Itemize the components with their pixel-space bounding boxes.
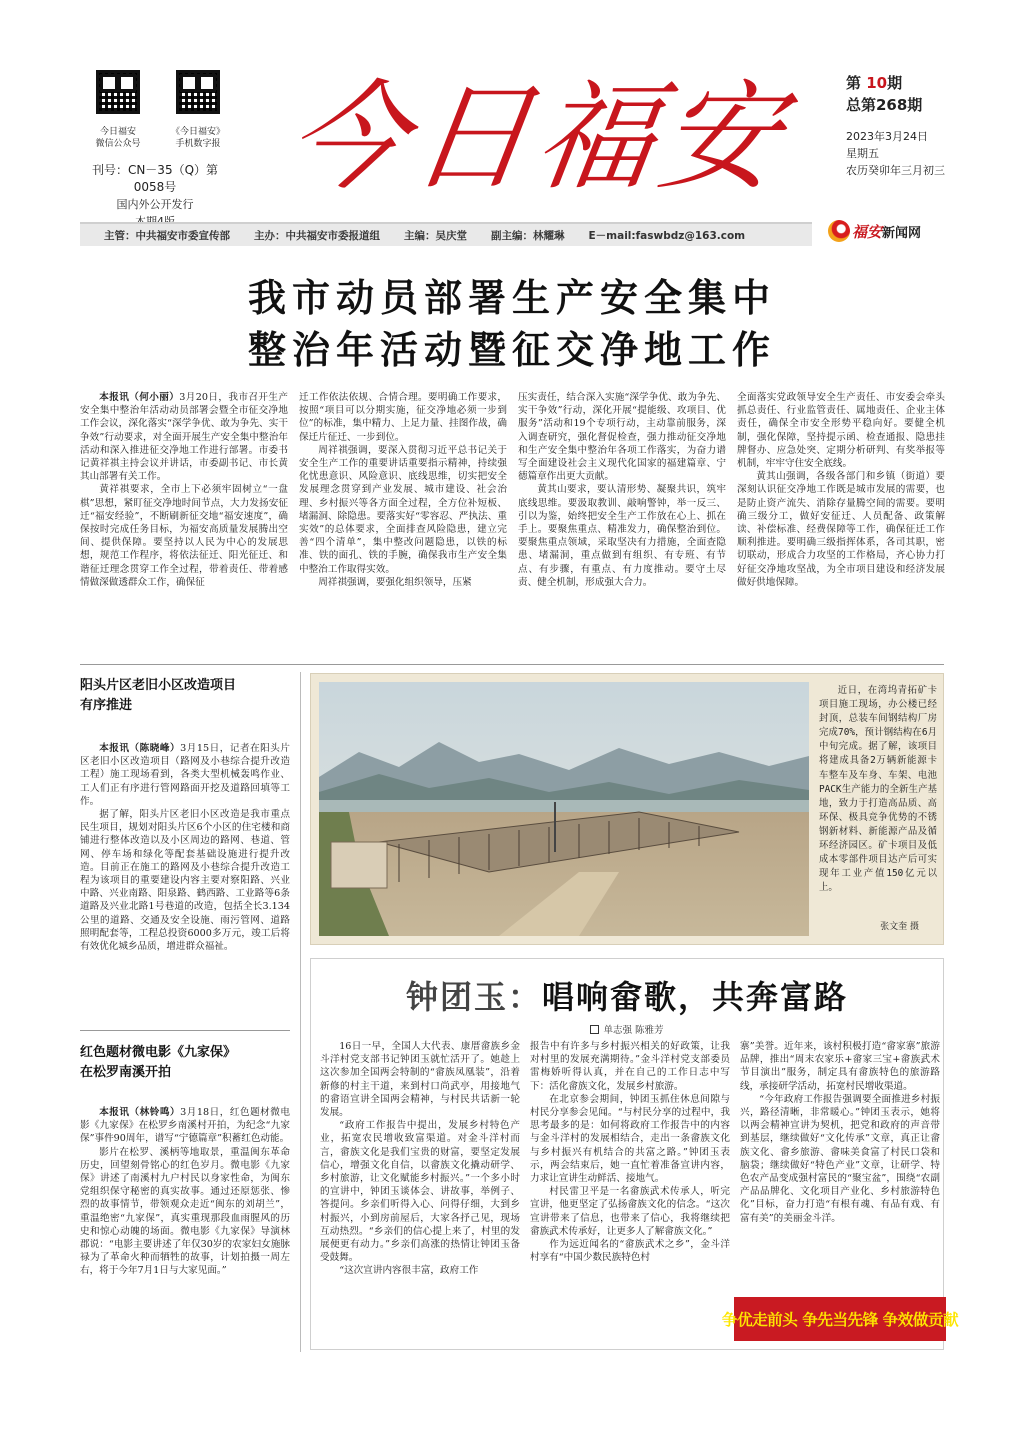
issue-info	[846, 72, 976, 179]
slogan-banner: 争优走前头 争先当先锋 争效做贡献	[734, 1297, 946, 1341]
side1-para-1: 3月15日，记者在阳头片区老旧小区改造项目（路网及小巷综合提升改造工程）施工现场看到，各类大型机械轰鸣作业、工人们正有序进行管网路面开挖及道路回填等工作。	[80, 743, 290, 807]
lead-para-8: 全面落实党政领导安全生产责任、市安委会牵头抓总责任、行业监管责任、属地责任、企业主体责任，确保全市安全形势平稳向好。要健全机制，强化保障，坚持提示函、检查通报、隐患挂牌督办、应急处突、定期分析研判、有奖举报等机制，牢牢守住安全底线。	[737, 392, 945, 470]
qr2-label-line2: 手机数字报	[175, 139, 221, 149]
lead-column-2	[299, 391, 507, 661]
feature-column-1	[320, 1040, 520, 1340]
wechat-qr-code[interactable]	[96, 70, 140, 114]
qr1-label-line2: 微信公众号	[95, 139, 141, 149]
office-building	[331, 842, 387, 888]
photo-caption-text: 近日，在湾坞青拓矿卡项目施工现场，办公楼已经封顶，总装车间钢结构厂房完成70%，预计钢结构在6月中旬完成。据了解，该项目将建成具备2万辆新能源卡车整车及车身、车架、电池PACK生产能力的全新生产基地，致力于打造高品质、高环保、极具竞争优势的不锈钢新材料、新能源产品及循环经济园区。矿卡项目及低成本零部件项目达产后可实现年工业产值150亿元以上。	[819, 685, 937, 894]
news-site-brand: 福安	[852, 222, 883, 241]
lead-para-2: 黄祥祺要求，全市上下必须牢固树立“一盘棋”思想，紧盯征交净地时间节点，大力发扬安征迁“福安经验”，不断刷新征交地“福安速度”，确保按时完成任务目标，为福安高质量发展腾出空间、提供保障。要坚持以人民为中心的发展思想，规范工作程序，将依法征迁、阳光征迁、和谐征迁理念贯穿工作全过程，带着责任、带着感情做深做透群众工作，确保征	[80, 484, 288, 588]
editorial-info-bar	[80, 222, 812, 246]
qr1-label	[78, 126, 158, 150]
mobile-newspaper-qr-code[interactable]	[176, 70, 220, 114]
section-divider	[80, 664, 944, 665]
lead-column-1	[80, 391, 288, 661]
issue-date: 2023年3月24日	[846, 130, 928, 143]
total-issue: 总第268期	[846, 96, 923, 114]
side2-body	[80, 1106, 290, 1362]
feature-headline-name: 钟团玉：	[405, 978, 542, 1016]
issue-number-line	[846, 72, 976, 94]
feature-headline-main: 唱响畲歌，共奔富路	[542, 978, 849, 1016]
side2-headline-line2: 在松罗南溪开拍	[80, 1065, 172, 1080]
issue-number: 10	[866, 74, 888, 92]
publication-number: 刊号：CN－35（Q）第0058号	[91, 163, 219, 194]
logo-calligraphy: 今日福安	[279, 68, 795, 198]
crane	[554, 802, 556, 852]
issue-weekday: 星期五	[846, 147, 879, 160]
side-divider	[80, 1030, 290, 1031]
side1-headline-line1: 阳头片区老旧小区改造项目	[80, 678, 237, 693]
swirl-logo-icon	[828, 220, 850, 242]
news-site-suffix: 新闻网	[882, 225, 922, 241]
lead-column-4	[737, 391, 945, 661]
side1-headline-line2: 有序推进	[80, 698, 133, 713]
feature-para-4: 报告中有许多与乡村振兴相关的好政策，让我对村里的发展充满期待。”金斗洋村党支部委员雷梅娇听得认真，并在自己的工作日志中写下：活化畲族文化，发展乡村旅游。	[530, 1041, 730, 1092]
lead-column-3	[518, 391, 726, 661]
sponsor: 主管：中共福安市委宣传部	[104, 229, 230, 242]
photo-caption	[819, 684, 937, 895]
lead-para-3: 迁工作依法依规、合情合理。要明确工作要求，按照“项目可以分期实施，征交净地必须一步到位”的标准，集中精力、上足力量、挂图作战，确保迁片征迁、一步到位。	[299, 392, 507, 443]
news-site-logo[interactable]	[828, 220, 921, 242]
side1-headline[interactable]	[80, 676, 300, 716]
editor: 主编：吴庆堂	[404, 229, 467, 242]
lead-para-6: 压实责任，结合深入实施“深学争优、敢为争先、实干争效”行动，深化开展“提能级、攻项目、优服务”活动和19个专项行动，主动靠前服务，深入调查研究，强化督促检查，强力推动征交净地和生产安全集中整治年各项工作落实，为奋力谱写全面建设社会主义现代化国家的福建篇章、宁德篇章作出更大贡献。	[518, 392, 726, 483]
side1-byline: 本报讯（陈晓峰）	[99, 743, 181, 754]
lead-para-7: 黄其山要求，要认清形势、凝聚共识，筑牢底线思维。要汲取教训、敲响警钟，举一反三、引以为鉴，始终把安全生产工作放在心上、抓在手上。要聚焦重点、精准发力，确保整治到位。要聚焦重点领域，采取坚决有力措施，全面查隐患、堵漏洞，重点做到有组织、有专班、有节点、有步骤，有重点、有力度推动。要守土尽责、健全机制，形成强大合力。	[518, 484, 726, 588]
lunar-date: 农历癸卯年三月初三	[846, 164, 945, 177]
side2-byline: 本报讯（林铃鸣）	[99, 1107, 181, 1118]
lead-headline-line2: 整治年活动暨征交净地工作	[247, 328, 776, 372]
feature-para-6: 村民雷卫平是一名畲族武术传承人，听完宣讲，他更坚定了弘扬畲族文化的信念。“这次宣讲带来了信息，也带来了信心，我将继续把畲族武术传承好，让更多人了解畲族文化。”	[530, 1186, 730, 1237]
side2-para-2: 影片在松罗、溪柄等地取景，重温闽东革命历史，回望刻骨铭心的红色岁月。微电影《九家保》讲述了南溪村九户村民以身家性命，为闽东党组织保守秘密的真实故事。通过还原惩张、惨烈的故事情节，带领观众走近“闽东的刘胡兰”，重温绝密“九家保”，真实重现那段血雨腥风的历史和惊心动魄的场面。微电影《九家保》导演林郡说：“电影主要讲述了年仅30岁的农家妇女施脉禄为了革命火种而牺牲的故事，计划拍摄一周左右，将于今年7月1日与大家见面。”	[80, 1146, 290, 1277]
qr2-label-line1: 《今日福安》	[170, 127, 225, 137]
email[interactable]: E－mail:faswbdz@163.com	[588, 229, 746, 242]
feature-column-3	[740, 1040, 940, 1292]
lead-headline[interactable]	[80, 272, 944, 376]
lead-para-1: 3月20日，我市召开生产安全集中整治年活动动员部署会暨全市征交净地工作会议，深化落实“深学争优、敢为争先、实干争效”行动要求，对全面开展生产安全集中整治年活动和深入推进征交净地工作进行部署。市委书记黄祥祺主持会议并讲话，市委副书记、市长黄其山部署有关工作。	[80, 392, 288, 483]
organizer: 主办：中共福安市委报道组	[254, 229, 380, 242]
feature-para-1: 16日一早，全国人大代表、康厝畲族乡金斗洋村党支部书记钟团玉就忙活开了。她趁上这次参加全国两会特制的“畲族凤凰装”，沿着新修的村主干道，来到村口尚武亭，用接地气的畲语宣讲全国两会精神，与村民共话新一轮发展。	[320, 1041, 520, 1119]
column-rule	[300, 672, 301, 1352]
feature-headline[interactable]	[310, 972, 944, 1018]
side2-headline[interactable]	[80, 1043, 300, 1083]
feature-para-5: 在北京参会期间，钟团玉抓住休息间隙与村民分享参会见闻。“与村民分享的过程中，我思考最多的是：如何将政府工作报告中的内容与金斗洋村的发展相结合，走出一条畲族文化与乡村振兴有机结合的共富之路。”钟团玉表示，两会结束后，她一直忙着准备宣讲内容，力求让宣讲生动鲜活、接地气。	[530, 1093, 730, 1185]
publication-meta	[80, 162, 230, 230]
feature-para-9: “今年政府工作报告强调要全面推进乡村振兴，路径清晰，非常暖心。”钟团玉表示，她将以两会精神宣讲为契机，把党和政府的声音带到基层，继续做好“文化传承”文章，真正让畲族文化、畲乡旅游、畲味美食富了村民口袋和脑袋；继续做好“特色产业”文章，让研学、特色农产品变成强村富民的“聚宝盆”，围绕“农副产品品牌化、文化项目产业化、乡村旅游特色化”目标，奋力打造“有根有魂、有品有戏、有富有美”的美丽金斗洋。	[740, 1093, 940, 1224]
side1-body	[80, 742, 290, 1012]
side2-headline-line1: 红色题材微电影《九家保》	[80, 1045, 237, 1060]
feature-para-2: “政府工作报告中提出，发展乡村特色产业，拓宽农民增收致富渠道。对金斗洋村而言，畲族文化是我们宝贵的财富，要坚定发展信心，增强文化自信，以畲族文化撬动研学、乡村旅游，让文化赋能乡村振兴。”一个多小时的宣讲中，钟团玉谈体会、讲故事，举例子、答提问。乡亲们听得入心、问得仔细，大到乡村振兴，小到房前屋后，大家各抒己见，现场互动热烈。“乡亲们的信心提上来了，村里的发展便更有动力。”乡亲们高涨的热情让钟团玉备受鼓舞。	[320, 1120, 520, 1264]
lead-para-9: 黄其山强调，各级各部门和乡镇（街道）要深刻认识征交净地工作既是城市发展的需要，也是防止资产流失、消除存量腾空间的需要。要明确三级分工，做好安征迁、人员配备、政策解读、补偿标准、经费保障等工作，确保征迁工作顺利推进。要明确三级指挥体系，各司其职，密切联动，形成合力攻坚的工作格局，齐心协力打好征交净地攻坚战，为全市项目建设和经济发展做好供地保障。	[737, 471, 945, 588]
lead-headline-line1: 我市动员部署生产安全集中	[247, 276, 776, 320]
side1-para-2: 据了解，阳头片区老旧小区改造是我市重点民生项目，规划对阳头片区6个小区的住宅楼和商铺进行整体改造以及小区周边的路网、巷道、管网、停车场和绿化等配套基础设施进行提升改造。目前正在施工的路网及小巷综合提升改造工程为该项目的重要建设内容主要对察阳路、兴业中路、兴业南路、阳泉路、鹤西路、工业路等6条道路及兴业北路1号巷道的改造，包括全长3.134公里的道路、交通及安全设施、雨污管网、道路照明配套等，工程总投资6000多万元，竣工后将有效优化城乡品质，增进群众福祉。	[80, 809, 290, 953]
issue-suffix: 期	[887, 74, 903, 92]
newspaper-logo	[268, 66, 798, 198]
feature-para-8: 寨”美誉。近年来，该村积极打造“畲家寨”旅游品牌，推出“周末农家乐+畲家三宝+畲族武术节目演出”服务，制定具有畲族特色的旅游路线，承接研学活动，拓宽村民增收渠道。	[740, 1041, 940, 1092]
qr2-label	[158, 126, 238, 150]
lead-para-4: 周祥祺强调，要深入贯彻习近平总书记关于安全生产工作的重要讲话重要指示精神，持续强化忧患意识、风险意识、底线思维，切实把安全发展理念贯穿到产业发展、城市建设、社会治理、乡村振兴等各方面全过程，全方位补短板、堵漏洞、除隐患。要落实好“零容忍、严执法、重实效”的总体要求，全面排查风险隐患，建立完善“四个清单”，集中整改问题隐患，以铁的标准、铁的面孔、铁的手腕，确保我市生产安全集中整治工作取得实效。	[299, 444, 507, 575]
lead-para-5: 周祥祺强调，要强化组织领导，压紧	[318, 576, 472, 588]
deputy-editor: 副主编：林耀琳	[491, 229, 565, 242]
construction-site-photo[interactable]	[319, 682, 809, 936]
feature-authors: 单志强 陈雅芳	[310, 1022, 944, 1036]
side2-para-1: 3月18日，红色题材微电影《九家保》在松罗乡南溪村开拍，为纪念“九家保”事件90周年，谱写“宁德篇章”积蓄红色动能。	[80, 1107, 290, 1145]
feature-para-3: “这次宣讲内容很丰富，政府工作	[339, 1265, 479, 1277]
feature-para-7: 作为远近闻名的“畲族武术之乡”，金斗洋村享有“中国少数民族特色村	[530, 1239, 730, 1264]
distribution: 国内外公开发行	[116, 198, 194, 211]
issue-prefix: 第	[846, 74, 862, 92]
qr1-label-line1: 今日福安	[99, 127, 136, 137]
lead-byline: 本报讯（何小丽）	[99, 392, 180, 403]
photographer-credit: 张文奎 摄	[880, 922, 919, 932]
photo-news-box	[310, 673, 944, 945]
feature-column-2	[530, 1040, 730, 1340]
